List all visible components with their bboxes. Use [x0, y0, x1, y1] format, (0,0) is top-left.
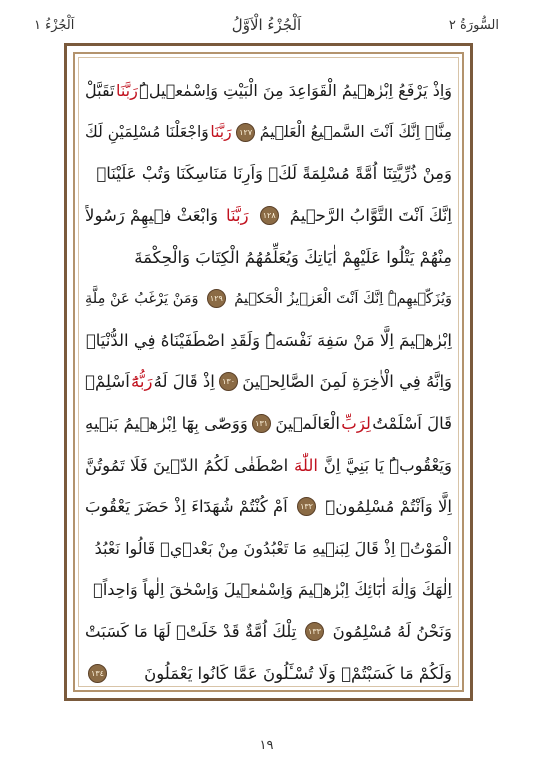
highlighted-word: اللّٰهَ: [294, 455, 318, 475]
highlighted-word: لِرَبِّ: [341, 414, 371, 434]
juz-label: اَلْجُزْءُ ١: [34, 18, 75, 33]
ayah-number-marker: ١٣١: [252, 414, 271, 433]
text-line: [85, 361, 452, 403]
text-segment: اَمْ كُنْتُمْ شُهَدَٓاءَ اِذْ حَضَرَ يَعْقُوبَ: [85, 497, 288, 517]
text-segment: وَاِذْ يَرْفَعُ اِبْرٰه۪يمُ الْقَوَاعِدَ مِنَ الْبَيْتِ وَاِسْمٰع۪يلُۜ: [139, 81, 452, 101]
text-segment: الْعَالَم۪ينَ: [275, 414, 340, 434]
text-line: [85, 528, 452, 570]
text-segment: وَيُزَكّ۪يهِمْۜ اِنَّكَ اَنْتَ الْعَز۪يزُ الْحَك۪يمُ: [234, 290, 452, 307]
text-segment: وَيَعْقُوبُۜ يَا بَنِيَّ اِنَّ: [323, 455, 452, 475]
text-segment: وَوَصّٰى بِهَٓا اِبْرٰه۪يمُ بَن۪يهِ: [85, 414, 248, 434]
text-segment: وَمِنْ ذُرِّيَّتِنَٓا اُمَّةً مُسْلِمَةً لَكَۖ وَاَرِنَا مَنَاسِكَنَا وَتُبْ عَلَيْنَاۚ: [96, 164, 452, 184]
highlighted-word: رَبَّنَا: [226, 206, 249, 226]
text-segment: قَالَ اَسْلَمْتُ: [372, 414, 452, 434]
text-segment: تِلْكَ اُمَّةٌ قَدْ خَلَتْۚ لَهَا مَا كَسَبَتْ: [85, 622, 297, 642]
text-line: [85, 195, 452, 237]
text-line: [85, 320, 452, 362]
text-line: [85, 403, 452, 445]
text-segment: الْمَوْتُۙ اِذْ قَالَ لِبَن۪يهِ مَا تَعْبُدُونَ مِنْ بَعْد۪يۜ قَالُوا نَعْبُدُ: [94, 538, 452, 558]
text-line: [85, 611, 452, 653]
quran-text-block: [85, 70, 452, 682]
text-segment: اِذْ قَالَ لَهُ: [153, 372, 215, 392]
highlighted-word: رَبَّنَا: [115, 81, 138, 101]
text-segment: مِنَّاۜ اِنَّكَ اَنْتَ السَّم۪يعُ الْعَل۪يمُ: [259, 123, 452, 142]
highlighted-word: رَبُّهُٓ: [131, 372, 153, 392]
ayah-number-marker: ١٣٣: [305, 622, 324, 641]
text-segment: اِبْرٰه۪يمَ اِلَّا مَنْ سَفِهَ نَفْسَهُۜ وَلَقَدِ اصْطَفَيْنَاهُ فِي الدُّنْيَاۚ: [85, 330, 452, 350]
text-line: [85, 236, 452, 278]
text-segment: وَاجْعَلْنَا مُسْلِمَيْنِ لَكَ: [85, 123, 209, 142]
ayah-number-marker: ١٢٧: [236, 123, 255, 142]
text-line: [85, 278, 452, 320]
text-segment: اِلٰهَكَ وَاِلٰهَ اٰبَٓائِكَ اِبْرٰه۪يمَ وَاِسْمٰع۪يلَ وَاِسْحٰقَ اِلٰهاً وَاحِداًۚ: [93, 580, 452, 600]
text-segment: تَقَبَّلْ: [85, 81, 115, 101]
sura-label: السُّورَةُ ٢: [448, 18, 499, 33]
text-line: [85, 444, 452, 486]
page-frame: [64, 43, 473, 701]
text-line: [85, 112, 452, 154]
text-segment: وَلَكُمْ مَا كَسَبْتُمْۚ وَلَا تُسْـَٔلُونَ عَمَّا كَانُوا يَعْمَلُونَ: [144, 663, 452, 683]
page-header: [34, 16, 499, 38]
ayah-number-marker: ١٣٠: [219, 372, 238, 391]
text-segment: اِلَّا وَاَنْتُمْ مُسْلِمُونَۜ: [325, 497, 452, 517]
text-line: [85, 486, 452, 528]
ayah-number-marker: ١٣٢: [297, 497, 316, 516]
highlighted-word: رَبَّنَا: [210, 123, 232, 142]
text-segment: مِنْهُمْ يَتْلُوا عَلَيْهِمْ اٰيَاتِكَ وَيُعَلِّمُهُمُ الْكِتَابَ وَالْحِكْمَةَ: [134, 247, 452, 267]
text-line: [85, 70, 452, 112]
text-line: [85, 153, 452, 195]
ayah-number-marker: ١٢٩: [207, 289, 226, 308]
text-segment: وَمَنْ يَرْغَبُ عَنْ مِلَّةِ: [85, 290, 199, 307]
juz-title: اَلْجُزْءُ الْاَوَّلُ: [231, 16, 302, 34]
ayah-number-marker: ١٢٨: [260, 206, 279, 225]
text-segment: اَسْلِمْۙ: [85, 372, 130, 392]
text-line: [85, 652, 452, 694]
text-segment: وَنَحْنُ لَهُ مُسْلِمُونَ: [332, 622, 452, 642]
text-segment: وَابْعَثْ ف۪يهِمْ رَسُولاً: [85, 206, 218, 226]
text-line: [85, 569, 452, 611]
text-segment: وَاِنَّهُ فِي الْاٰخِرَةِ لَمِنَ الصَّالِح۪ينَ: [242, 372, 452, 392]
ayah-number-marker: ١٣٤: [88, 664, 107, 683]
text-segment: اِنَّكَ اَنْتَ التَّوَّابُ الرَّح۪يمُ: [289, 206, 452, 226]
text-segment: اصْطَفٰى لَكُمُ الدّ۪ينَ فَلَا تَمُوتُنَّ: [85, 455, 289, 475]
page-number: ١٩: [259, 738, 274, 753]
